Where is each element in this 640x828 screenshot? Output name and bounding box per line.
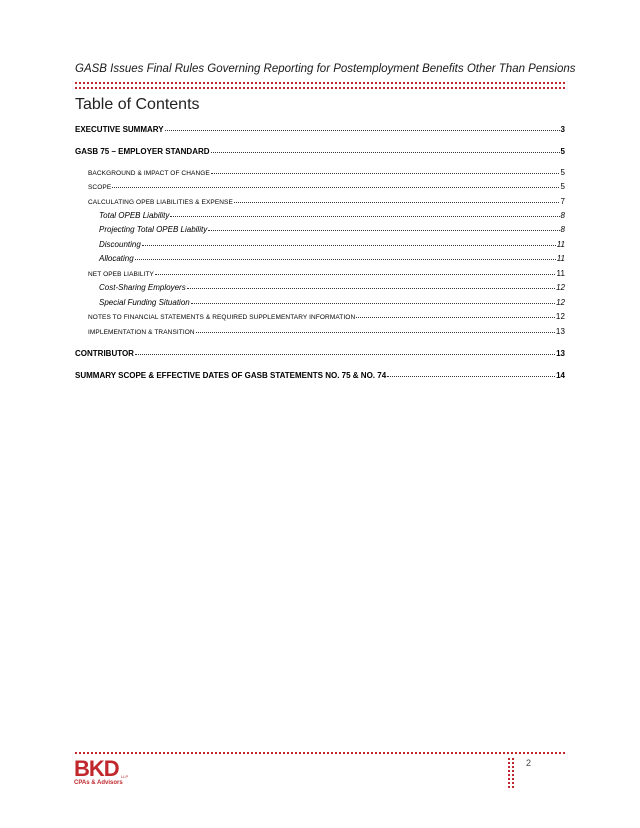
toc-leader-dots [155, 274, 556, 275]
toc-entry-notes[interactable] [88, 312, 565, 321]
toc-entry-page: 13 [556, 349, 565, 358]
toc-entry-total-opeb[interactable] [99, 211, 565, 220]
toc-entry-page: 12 [555, 312, 565, 321]
toc-entry-scope[interactable] [88, 182, 565, 191]
toc-entry-page: 8 [560, 211, 565, 220]
toc-leader-dots [187, 288, 555, 289]
footer-vertical-dots [512, 758, 517, 788]
toc-entry-label: Special Funding Situation [99, 298, 190, 307]
toc-entry-gasb-75[interactable] [75, 147, 565, 156]
page-header-title: GASB Issues Final Rules Governing Reporting for Postemployment Benefits Other Than Pensions [75, 63, 576, 75]
toc-entry-label: Discounting [99, 240, 141, 249]
toc-leader-dots [211, 173, 560, 174]
header-dotted-rule [75, 82, 565, 89]
toc-leader-dots [356, 317, 555, 318]
toc-entry-label: CALCULATING OPEB LIABILITIES & EXPENSE [88, 199, 233, 206]
toc-leader-dots [387, 376, 555, 377]
footer-dotted-rule [75, 752, 565, 754]
bkd-logo [74, 756, 134, 788]
toc-entry-page: 13 [555, 327, 565, 336]
toc-entry-page: 5 [560, 182, 565, 191]
toc-heading: Table of Contents [75, 96, 200, 113]
toc-leader-dots [165, 130, 560, 131]
toc-entry-page: 11 [556, 269, 565, 278]
toc-entry-label: SUMMARY SCOPE & EFFECTIVE DATES OF GASB STATEMENTS NO. 75 & NO. 74 [75, 371, 387, 380]
toc-entry-background[interactable] [88, 168, 565, 177]
toc-entry-cost-sharing[interactable] [99, 283, 565, 292]
toc-leader-dots [234, 202, 560, 203]
toc-entry-page: 8 [560, 225, 565, 234]
toc-entry-executive-summary[interactable] [75, 125, 565, 134]
toc-entry-label: Projecting Total OPEB Liability [99, 225, 208, 234]
toc-entry-label: GASB 75 – EMPLOYER STANDARD [75, 147, 210, 156]
toc-entry-net-opeb[interactable] [88, 269, 565, 278]
toc-entry-label: NOTES TO FINANCIAL STATEMENTS & REQUIRED SUPPLEMENTARY INFORMATION [88, 314, 356, 321]
page-number: 2 [526, 758, 532, 768]
toc-entry-page: 3 [560, 125, 565, 134]
toc-leader-dots [142, 245, 556, 246]
toc-entry-label: EXECUTIVE SUMMARY [75, 125, 164, 134]
toc-entry-label: Total OPEB Liability [99, 211, 170, 220]
toc-entry-label: IMPLEMENTATION & TRANSITION [88, 329, 195, 336]
toc-entry-calculating[interactable] [88, 197, 565, 206]
toc-entry-summary-scope[interactable] [75, 371, 565, 380]
logo-wordmark: BKD [74, 756, 119, 781]
toc-entry-allocating[interactable] [99, 254, 565, 263]
toc-entry-implementation[interactable] [88, 327, 565, 336]
toc-entry-projecting[interactable] [99, 225, 565, 234]
toc-entry-label: BACKGROUND & IMPACT OF CHANGE [88, 170, 210, 177]
toc-entry-page: 11 [556, 254, 565, 263]
toc-entry-label: Allocating [99, 254, 134, 263]
logo-llp: LLP [121, 774, 129, 779]
toc-leader-dots [196, 332, 555, 333]
toc-leader-dots [112, 187, 559, 188]
toc-entry-label: SCOPE [88, 184, 112, 191]
toc-entry-page: 5 [560, 147, 565, 156]
toc-entry-page: 7 [560, 197, 565, 206]
toc-leader-dots [135, 259, 556, 260]
toc-entry-label: CONTRIBUTOR [75, 349, 134, 358]
logo-tagline: CPAs & Advisors [74, 780, 123, 786]
toc-entry-page: 14 [556, 371, 565, 380]
toc-entry-contributor[interactable] [75, 349, 565, 358]
toc-entry-page: 12 [556, 298, 565, 307]
toc-entry-page: 5 [560, 168, 565, 177]
toc-entry-page: 11 [556, 240, 565, 249]
toc-entry-label: Cost-Sharing Employers [99, 283, 186, 292]
toc-leader-dots [170, 216, 559, 217]
toc-leader-dots [208, 230, 559, 231]
toc-entry-special-funding[interactable] [99, 298, 565, 307]
toc-leader-dots [211, 152, 560, 153]
toc-entry-discounting[interactable] [99, 240, 565, 249]
toc-entry-page: 12 [556, 283, 565, 292]
toc-entry-label: NET OPEB LIABILITY [88, 271, 154, 278]
toc-leader-dots [135, 354, 555, 355]
toc-leader-dots [191, 303, 555, 304]
